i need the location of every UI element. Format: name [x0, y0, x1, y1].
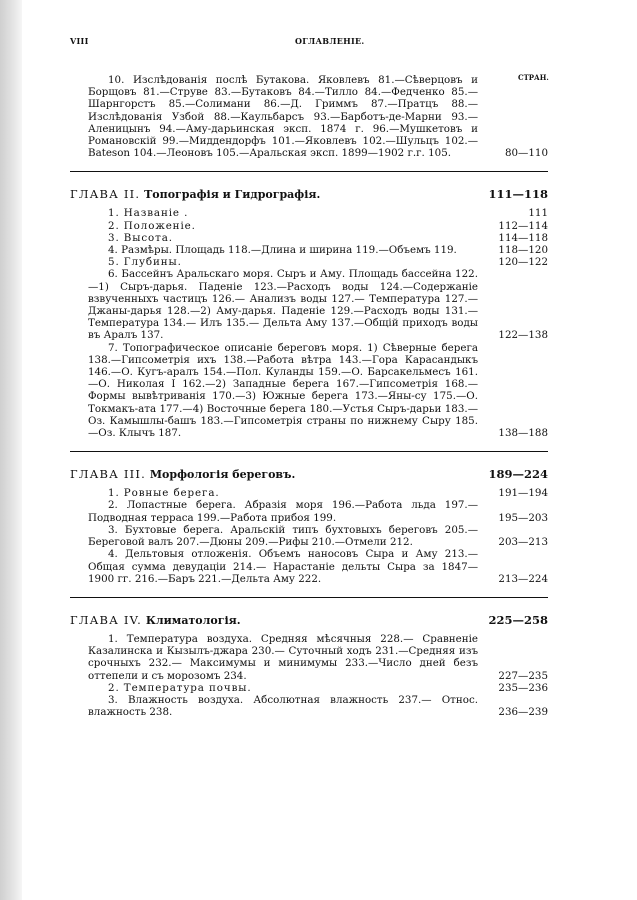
toc-entry — [70, 220, 548, 232]
divider — [70, 171, 548, 172]
chapter-label: ГЛАВА II. — [70, 187, 141, 202]
entry-pages: 120—122 — [498, 256, 548, 269]
entry-text: 3. Бухтовые берега. Аральскій типъ бухтовыхъ береговъ 205.— Береговой валъ 207.—Дюны 209.—Рифы 210.—Отмели 212. — [88, 523, 478, 549]
toc-entry — [70, 268, 548, 341]
entry-pages: 213—224 — [498, 572, 548, 585]
entry-pages: 114—118 — [498, 231, 548, 244]
entry-text: 1. Ровные берега. — [108, 487, 220, 500]
toc-entry — [70, 487, 548, 499]
entry-pages: 227—235 — [498, 669, 548, 682]
chapter-pages: 189—224 — [488, 467, 548, 482]
entry-pages: 80—110 — [504, 147, 548, 160]
page-spine-shadow — [0, 0, 22, 900]
toc-entry — [70, 207, 548, 219]
entry-text: 4. Дельтовыя отложенія. Объемъ наносовъ Сыра и Аму 213.— Общая сумма девудаціи 214.— Нарастаніе дельты Сыра за 1847— 1900 гг. 216.—Баръ 221.—Дельта Аму 222. — [88, 548, 478, 585]
entry-text: 2. Лопастные берега. Абразія моря 196.—Работа льда 197.— Подводная терраса 199.—Работа прибоя 199. — [88, 499, 478, 524]
chapter-label: ГЛАВА IV. — [70, 612, 143, 627]
toc-entry — [70, 342, 548, 440]
pages-column-label: СТРАН. — [518, 73, 549, 82]
running-title: ОГЛАВЛЕНІЕ. — [295, 36, 365, 46]
page-header — [70, 36, 548, 50]
entry-pages: 138—188 — [498, 427, 548, 440]
toc-entry — [70, 74, 548, 159]
entry-text: 4. Размѣры. Площадь 118.—Длина и ширина 119.—Объемъ 119. — [108, 244, 457, 257]
toc-entry — [70, 548, 548, 585]
entry-pages: 118—120 — [498, 244, 548, 257]
entry-text: 3. Влажность воздуха. Абсолютная влажность 237.— Относ. влажность 238. — [88, 693, 478, 719]
toc-entry — [70, 256, 548, 268]
entry-text: 7. Топографическое описаніе береговъ моря. 1) Сѣверные берега 138.—Гипсометрія ихъ 138.—Работа вѣтра 143.—Гора Карасандыкъ 146.—О. Кугъ-аралъ 154.—Пол. Куланды 159.—О. Барсакельмесъ 161.—О. Николая I 162.—2) Западные берега 167.—Гипсометрія 168.—Формы вывѣтриванія 170.—3) Южные берега 173.—Яны-су 175.—О. Токмакъ-ата 177.—4) Восточные берега 180.—Устья Сыръ-дарьи 183.—Оз. Камышлы-башъ 183.—Гипсометрія страны по нижнему Сыру 185.—Оз. Клычъ 187. — [88, 341, 478, 440]
chapter-heading — [70, 614, 548, 627]
entry-text: 3. Высота. — [108, 231, 173, 244]
divider — [70, 451, 548, 452]
entry-pages: 236—239 — [498, 706, 548, 719]
chapter-heading — [70, 468, 548, 481]
toc-entry — [70, 244, 548, 256]
chapter-pages: 111—118 — [488, 187, 548, 202]
entry-pages: 111 — [528, 207, 548, 220]
entry-pages: 122—138 — [498, 329, 548, 342]
entry-text: 10. Изслѣдованія послѣ Бутакова. Яковлевъ 81.—Сѣверцовъ и Борщовъ 81.—Струве 83.—Бутаковъ 84.—Тилло 84.—Федченко 85.— Шарнгорстъ 85.—Солимани 86.—Д. Гриммъ 87.—Пратцъ 88.—Изслѣдованія Узбой 88.—Каульбарсъ 93.—Барботъ-де-Марни 93.—Аленицынъ 94.—Аму-дарьинская эксп. 1874 г. 96.—Мушкетовъ и Романовскій 99.—Миддендорфъ 101.—Яковлевъ 102.—Шульцъ 102.—Bateson 104.—Леоновъ 105.—Аральская эксп. 1899—1902 г.г. 105. — [88, 74, 478, 160]
entry-pages: 191—194 — [498, 487, 548, 500]
toc-entry — [70, 694, 548, 718]
toc-entry — [70, 633, 548, 682]
chapter-title: Климатологія. — [145, 613, 241, 627]
chapter-title: Морфологія береговъ. — [149, 468, 296, 482]
entry-pages: 235—236 — [498, 681, 548, 694]
toc-entry — [70, 232, 548, 244]
entry-pages: 112—114 — [498, 219, 548, 232]
chapter-pages: 225—258 — [488, 612, 548, 627]
page-number: VIII — [70, 36, 89, 46]
toc-entry — [70, 499, 548, 523]
toc-page — [70, 36, 548, 718]
toc-entry — [70, 682, 548, 694]
chapter-title: Топографія и Гидрографія. — [144, 188, 321, 202]
toc-entry — [70, 524, 548, 548]
entry-text: 1. Названіе . — [108, 207, 189, 220]
divider — [70, 597, 548, 598]
entry-text: 1. Температура воздуха. Средняя мѣсячныя 228.— Сравненіе Казалинска и Кызылъ-джара 230.— Суточный ходъ 231.—Средняя изъ срочныхъ 232.— Максимумы и минимумы 233.—Число дней безъ оттепели и съ морозомъ 234. — [88, 632, 478, 682]
entry-text: 6. Бассейнъ Аральскаго моря. Сыръ и Аму. Площадь бассейна 122.—1) Сыръ-дарья. Паденіе 123.—Расходъ воды 124.—Содержаніе взвученныхъ частицъ 126.— Анализъ воды 127.— Температура 127.— Джаны-дарья 128.—2) Аму-дарья. Паденіе 129.—Расходъ воды 131.— Температура 134.— Илъ 135.— Дельта Аму 137.—Общій приходъ воды въ Аралъ 137. — [88, 268, 478, 342]
chapter-heading — [70, 188, 548, 201]
entry-pages: 195—203 — [498, 511, 548, 524]
entry-pages: 203—213 — [498, 536, 548, 549]
chapter-label: ГЛАВА III. — [70, 467, 147, 482]
entry-text: 2. Температура почвы. — [108, 681, 252, 694]
entry-text: 5. Глубины. — [108, 256, 182, 269]
entry-text: 2. Положеніе. — [108, 219, 196, 232]
